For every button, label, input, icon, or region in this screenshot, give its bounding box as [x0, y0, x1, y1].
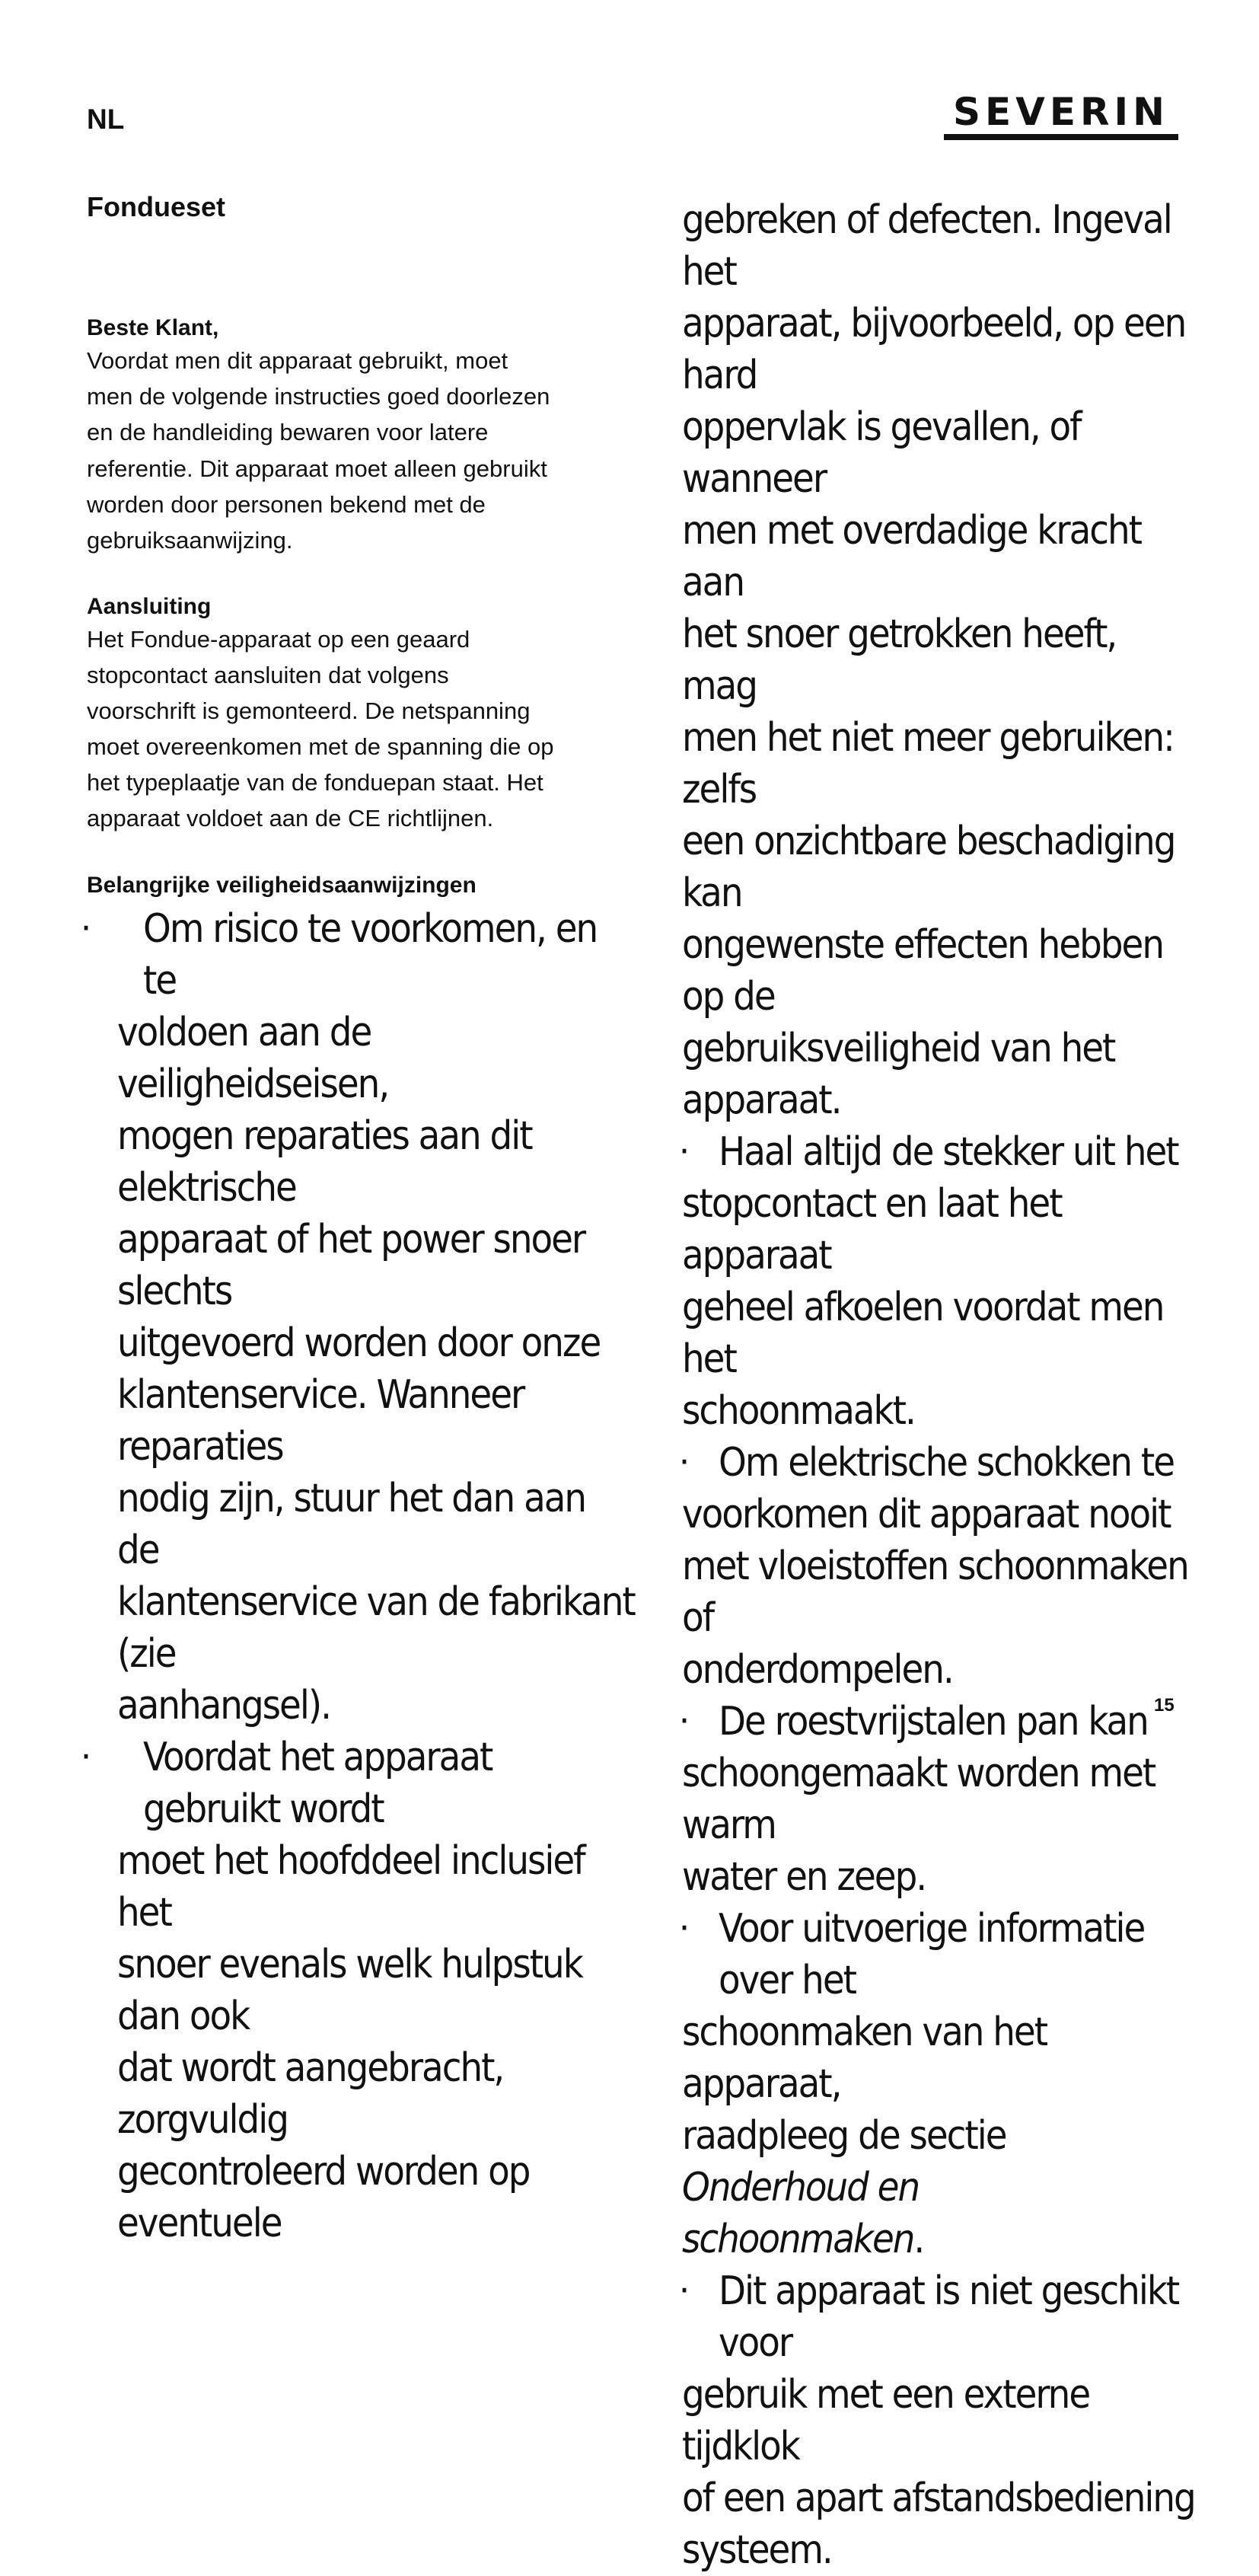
brand-text: SEVERIN: [953, 93, 1169, 134]
logo-underline: [944, 134, 1178, 140]
language-label: NL: [87, 104, 125, 135]
bullet-line: Om risico te voorkomen, en te: [143, 905, 598, 1004]
safety-bullet: [682, 2265, 1200, 2576]
bullet-line: gebruik met een externe tijdklok: [682, 2372, 1090, 2469]
bullet-line: systeem.: [682, 2527, 832, 2573]
section-reference: Onderhoud en: [682, 2165, 920, 2211]
bullet-line: onderdompelen.: [682, 1647, 953, 1693]
bullet-dot: ·: [680, 1708, 687, 1735]
document-title: Fondueset: [87, 191, 226, 222]
connection-line: het typeplaatje van de fonduepan staat. Het: [87, 769, 543, 796]
safety-heading: Belangrijke veiligheidsaanwijzingen: [87, 872, 477, 898]
connection-line: voorschrift is gemonteerd. De netspanning: [87, 697, 531, 725]
bullet-line: water en zeep.: [682, 1854, 926, 1900]
greeting-line: Voordat men dit apparaat gebruikt, moet: [87, 347, 508, 375]
bullet-line: of een apart afstandsbediening: [682, 2475, 1195, 2521]
continuation-line: ongewenste effecten hebben op de: [682, 922, 1163, 1020]
bullet-dot: ·: [680, 1138, 687, 1165]
safety-bullet: [81, 903, 635, 1732]
bullet-line: nodig zijn, stuur het dan aan de: [117, 1475, 586, 1573]
continuation-line: oppervlak is gevallen, of wanneer: [682, 404, 1081, 502]
bullet-line: schoongemaakt worden met warm: [682, 1751, 1155, 1848]
connection-text: [87, 621, 635, 837]
safety-bullet: [682, 1903, 1200, 2265]
safety-bullet: [81, 1732, 635, 2249]
connection-line: Het Fondue-apparaat op een geaard: [87, 625, 470, 653]
bullet-line: De roestvrijstalen pan kan: [719, 1699, 1148, 1744]
page-number: 15: [1154, 1695, 1175, 1716]
section-reference: schoonmaken: [682, 2217, 914, 2262]
bullet-line: geheel afkoelen voordat men het: [682, 1285, 1164, 1382]
severin-logo: [942, 93, 1180, 143]
bullet-line: klantenservice van de fabrikant (zie: [117, 1578, 635, 1677]
continuation-line: apparaat, bijvoorbeeld, op een hard: [682, 301, 1186, 398]
bullet-line: aanhangsel).: [117, 1682, 330, 1729]
safety-bullet: [682, 1437, 1200, 1696]
greeting-heading: Beste Klant,: [87, 315, 219, 341]
bullet-line: voorkomen dit apparaat nooit: [682, 1492, 1171, 1537]
bullet-line: raadpleeg de sectie: [682, 2113, 1006, 2159]
bullet-line: mogen reparaties aan dit elektrische: [117, 1112, 532, 1211]
connection-line: moet overeenkomen met de spanning die op: [87, 733, 554, 761]
bullet-line: dat wordt aangebracht, zorgvuldig: [117, 2045, 504, 2143]
continuation-line: men het niet meer gebruiken: zelfs: [682, 715, 1174, 812]
bullet-line: schoonmaakt.: [682, 1388, 915, 1434]
bullet-dot: ·: [680, 1915, 687, 1942]
bullet-line: moet het hoofddeel inclusief het: [117, 1837, 585, 1936]
connection-heading: Aansluiting: [87, 593, 212, 619]
bullet-dot: ·: [81, 1743, 89, 1770]
bullet-dot: ·: [680, 1449, 687, 1476]
bullet-line: Om elektrische schokken te: [719, 1440, 1174, 1486]
continuation-line: gebruiksveiligheid van het apparaat.: [682, 1026, 1115, 1123]
safety-bullet: [682, 1696, 1200, 1903]
bullet-line: Haal altijd de stekker uit het: [719, 1129, 1178, 1175]
safety-list-left: [81, 903, 635, 2249]
greeting-line: worden door personen bekend met de: [87, 490, 486, 518]
safety-continuation: [682, 194, 1200, 1126]
greeting-line: gebruiksaanwijzing.: [87, 526, 293, 554]
continuation-line: gebreken of defecten. Ingeval het: [682, 197, 1171, 295]
right-column: [682, 194, 1200, 2576]
safety-bullet: [682, 1126, 1200, 1437]
continuation-line: men met overdadige kracht aan: [682, 508, 1141, 605]
greeting-line: men de volgende instructies goed doorlezen: [87, 383, 550, 410]
bullet-line: schoonmaken van het apparaat,: [682, 2009, 1047, 2107]
bullet-dot: ·: [81, 915, 89, 942]
bullet-line: uitgevoerd worden door onze: [117, 1320, 601, 1366]
bullet-line: gecontroleerd worden op eventuele: [117, 2148, 530, 2246]
bullet-line: snoer evenals welk hulpstuk dan ook: [117, 1941, 582, 2039]
bullet-line: stopcontact en laat het apparaat: [682, 1181, 1062, 1278]
greeting-line: referentie. Dit apparaat moet alleen gebruikt: [87, 455, 547, 482]
bullet-dot: ·: [680, 2278, 687, 2304]
bullet-line-tail: .: [913, 2217, 924, 2262]
bullet-line: Dit apparaat is niet geschikt voor: [719, 2268, 1179, 2366]
left-column: [81, 190, 635, 2249]
greeting-text: [87, 343, 635, 558]
connection-line: stopcontact aansluiten dat volgens: [87, 661, 449, 688]
bullet-line: Voor uitvoerige informatie over het: [719, 1906, 1145, 2003]
bullet-line: Voordat het apparaat gebruikt wordt: [143, 1734, 492, 1832]
bullet-line: voldoen aan de veiligheidseisen,: [117, 1009, 389, 1107]
continuation-line: een onzichtbare beschadiging kan: [682, 819, 1175, 916]
bullet-line: apparaat of het power snoer slechts: [117, 1216, 585, 1314]
greeting-line: en de handleiding bewaren voor latere: [87, 419, 489, 446]
continuation-line: het snoer getrokken heeft, mag: [682, 611, 1117, 709]
connection-line: apparaat voldoet aan de CE richtlijnen.: [87, 805, 494, 832]
bullet-line: klantenservice. Wanneer reparaties: [117, 1371, 524, 1470]
bullet-line: met vloeistoffen schoonmaken of: [682, 1543, 1188, 1641]
